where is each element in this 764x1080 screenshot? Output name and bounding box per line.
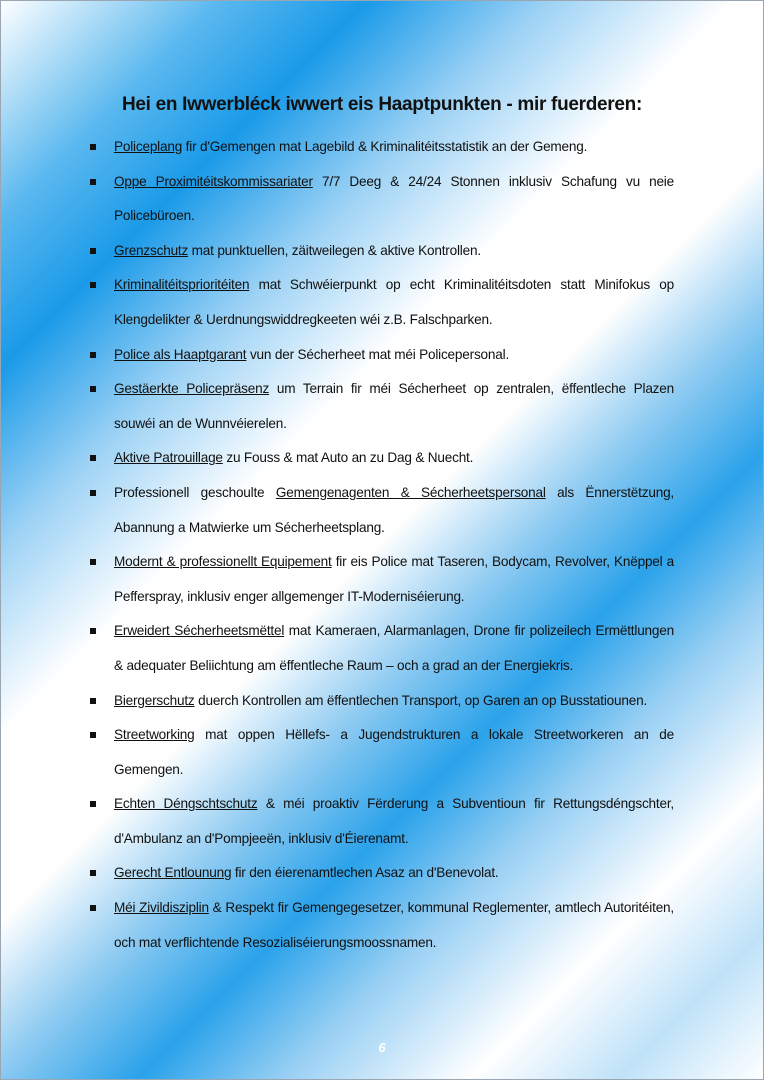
list-item: Aktive Patrouillage zu Fouss & mat Auto an zu Dag & Nuecht. — [90, 441, 674, 476]
item-keyword: Aktive Patrouillage — [114, 450, 223, 466]
bullet-icon — [90, 248, 96, 254]
item-keyword: Grenzschutz — [114, 242, 189, 258]
item-keyword: Gestäerkte Policepräsenz — [114, 381, 270, 397]
bullet-icon — [90, 144, 96, 150]
item-keyword: Modernt & professionellt Equipement — [114, 554, 332, 570]
list-item: Echten Déngschtschutz & méi proaktiv Fërderung a Subventioun fir Rettungsdéngschter, d'Ambulanz an d'Pompjeeën, inklusiv d'Éierenamt. — [90, 787, 674, 856]
bullet-icon — [90, 490, 96, 496]
item-keyword: Biergerschutz — [114, 692, 195, 708]
item-keyword: Echten Déngschtschutz — [114, 796, 258, 812]
bullet-icon — [90, 870, 96, 876]
bullet-icon — [90, 905, 96, 911]
bullet-icon — [90, 801, 96, 807]
item-keyword: Oppe Proximitéitskommissariater — [114, 173, 313, 189]
page-number: 6 — [378, 1040, 386, 1055]
bullet-icon — [90, 386, 96, 392]
list-item: Policeplang fir d'Gemengen mat Lagebild & Kriminalitéitsstatistik an der Gemeng. — [90, 130, 674, 165]
item-keyword: Kriminalitéitsprioritéiten — [114, 277, 250, 293]
list-item: Police als Haaptgarant vun der Sécherheet mat méi Policepersonal. — [90, 338, 674, 373]
list-item: Professionell geschoulte Gemengenagenten & Sécherheetspersonal als Ënnerstëtzung, Abannung a Matwierke um Sécherheetsplang. — [90, 476, 674, 545]
list-item: Biergerschutz duerch Kontrollen am ëffentlechen Transport, op Garen an op Busstatiounen. — [90, 684, 674, 719]
list-item: Méi Zivildisziplin & Respekt fir Gemengegesetzer, kommunal Reglementer, amtlech Autoritéiten, och mat verflichtende Resozialiséierungsmoossnamen. — [90, 891, 674, 960]
list-item: Gerecht Entlounung fir den éierenamtlechen Asaz an d'Benevolat. — [90, 856, 674, 891]
item-keyword: Gemengenagenten & Sécherheetspersonal — [275, 484, 546, 500]
item-keyword: Police als Haaptgarant — [114, 346, 247, 362]
list-item: Modernt & professionellt Equipement fir eis Police mat Taseren, Bodycam, Revolver, Knëppel a Pefferspray, inklusiv enger allgemenger IT-Moderniséierung. — [90, 545, 674, 614]
bullet-icon — [90, 179, 96, 185]
demands-list — [90, 130, 674, 960]
bullet-icon — [90, 698, 96, 704]
bullet-icon — [90, 455, 96, 461]
item-keyword: Policeplang — [114, 139, 183, 154]
item-keyword: Gerecht Entlounung — [114, 865, 232, 881]
bullet-icon — [90, 282, 96, 288]
page-title: Hei en Iwwerbléck iwwert eis Haaptpunkten - mir fuerderen: — [121, 94, 643, 115]
list-item: Erweidert Sécherheetsmëttel mat Kameraen, Alarmanlagen, Drone fir polizeilech Ermëttlungen & adequater Beliichtung am ëffentleche Raum – och a grad an der Energiekris. — [90, 614, 674, 683]
bullet-icon — [90, 559, 96, 565]
list-item: Gestäerkte Policepräsenz um Terrain fir méi Sécherheet op zentralen, ëffentleche Plazen souwéi an de Wunnvéierelen. — [90, 372, 674, 441]
bullet-icon — [90, 352, 96, 358]
list-item: Oppe Proximitéitskommissariater 7/7 Deeg & 24/24 Stonnen inklusiv Schafung vu neie Policebüroen. — [90, 165, 674, 234]
item-keyword: Méi Zivildisziplin — [114, 900, 209, 916]
item-keyword: Erweidert Sécherheetsmëttel — [114, 623, 285, 639]
list-item: Streetworking mat oppen Hëllefs- a Jugendstrukturen a lokale Streetworkeren an de Gemengen. — [90, 718, 674, 787]
list-item: Grenzschutz mat punktuellen, zäitweilegen & aktive Kontrollen. — [90, 234, 674, 269]
bullet-icon — [90, 732, 96, 738]
bullet-icon — [90, 628, 96, 634]
list-item: Kriminalitéitsprioritéiten mat Schwéierpunkt op echt Kriminalitéitsdoten statt Minifokus op Klengdelikter & Uerdnungswiddregkeeten wéi z.B. Falschparken. — [90, 268, 674, 337]
item-keyword: Streetworking — [114, 727, 195, 743]
